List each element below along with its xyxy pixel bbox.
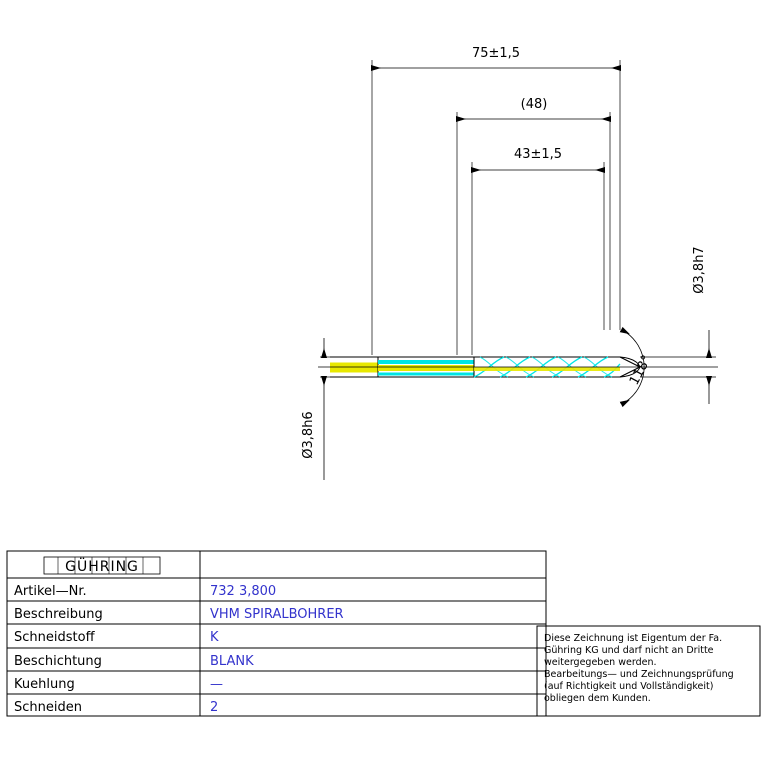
note-line-1: Gühring KG und darf nicht an Dritte [544, 645, 714, 656]
dimension-cutting-diameter [640, 246, 716, 404]
dimension-flute-reference-label: (48) [520, 97, 548, 112]
note-line-5: obliegen dem Kunden. [544, 693, 651, 704]
table-row-label-2: Schneidstoff [14, 630, 95, 645]
table-row-value-3: BLANK [210, 654, 254, 669]
guehring-logo-text: GÜHRING [65, 559, 139, 575]
table-row-label-4: Kuehlung [14, 677, 75, 692]
table-row-value-2: K [210, 630, 219, 645]
note-line-4: (auf Richtigkeit und Vollständigkeit) [544, 681, 714, 692]
table-row-label-1: Beschreibung [14, 607, 103, 622]
dimension-overall-length-label: 75±1,5 [471, 46, 521, 61]
dimension-shank-diameter [301, 338, 330, 480]
table-row-label-3: Beschichtung [14, 654, 102, 669]
note-line-2: weitergegeben werden. [544, 657, 657, 668]
dimension-shank-diameter-label: Ø3,8h6 [301, 411, 316, 459]
table-row-value-4: — [210, 677, 223, 692]
table-row-value-0: 732 3,800 [210, 584, 277, 599]
dimension-point-angle-label: 118° [626, 353, 655, 388]
table-row-label-5: Schneiden [14, 700, 82, 715]
table-row-label-0: Artikel—Nr. [14, 584, 87, 599]
dimension-overall-length [372, 46, 620, 355]
title-block-table [7, 551, 546, 716]
dimension-flute-length [472, 147, 604, 355]
dimension-flute-length-label: 43±1,5 [513, 147, 563, 162]
dimension-cutting-diameter-label: Ø3,8h7 [692, 246, 707, 294]
copyright-note [537, 626, 760, 716]
note-line-0: Diese Zeichnung ist Eigentum der Fa. [544, 633, 723, 644]
guehring-logo [44, 557, 160, 575]
note-line-3: Bearbeitungs— und Zeichnungsprüfung [544, 669, 734, 680]
table-row-value-1: VHM SPIRALBOHRER [210, 607, 344, 622]
dimension-flute-reference [457, 97, 610, 355]
drill-geometry [318, 357, 718, 377]
table-row-value-5: 2 [210, 700, 219, 715]
